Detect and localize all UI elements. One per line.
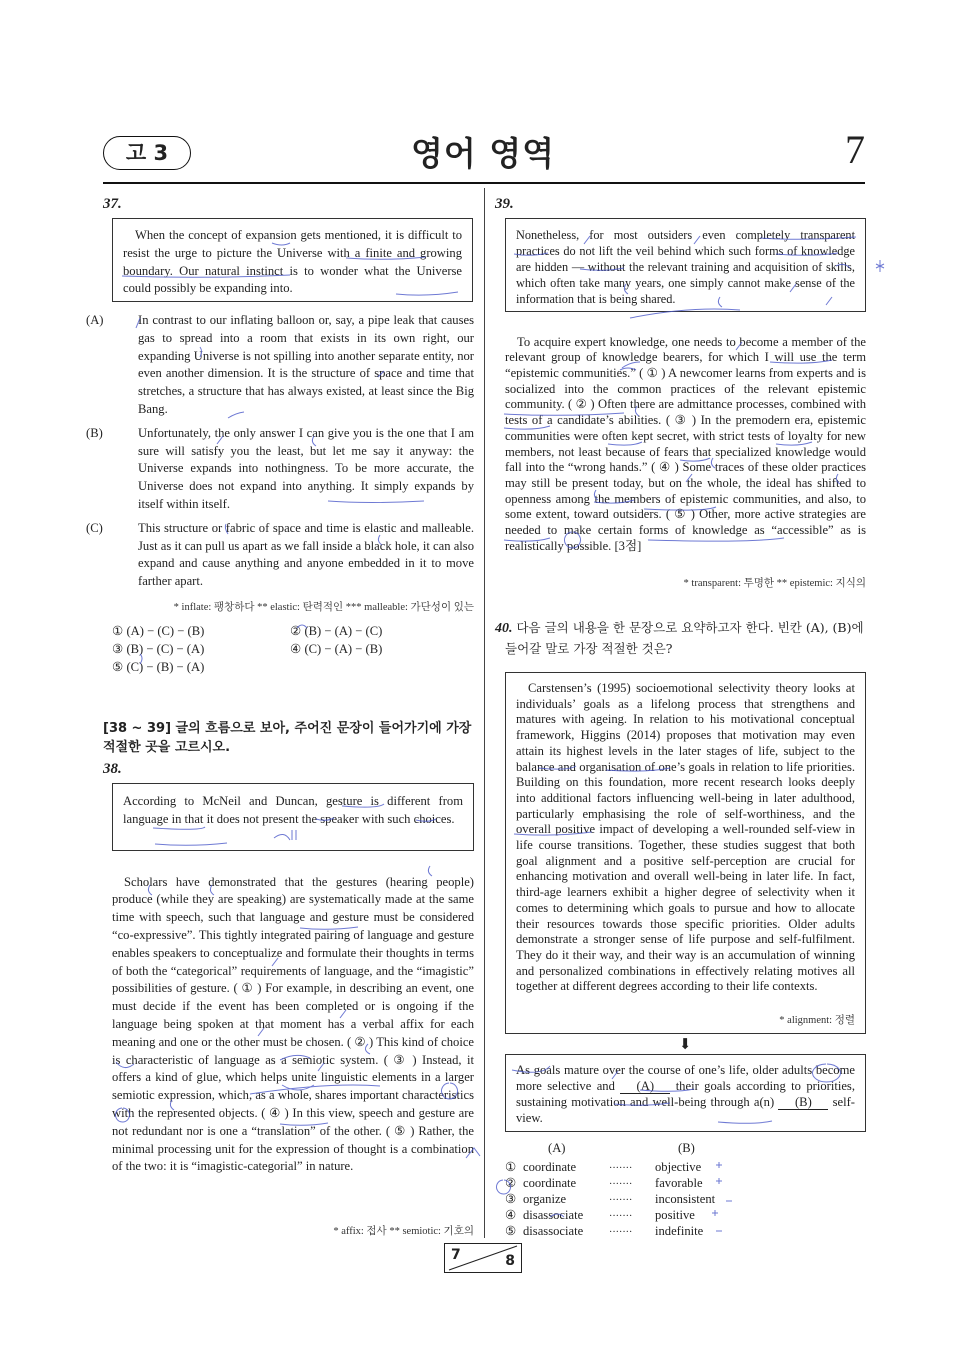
q39-passage [505,322,866,567]
q40-option-2[interactable]: ② coordinate ······· favorable [505,1176,703,1190]
q40-option-4[interactable]: ④ disassociate ······· positive [505,1208,695,1222]
grade-badge: 고 3 [103,136,191,170]
pager-left-number: 7 [451,1247,461,1263]
q38-footnote: * affix: 접사 ** semiotic: 기호의 [333,1226,474,1237]
pager-right-number: 8 [505,1253,515,1269]
q40-footnote: * alignment: 정렬 [779,1015,855,1026]
q40-question [495,618,866,659]
header-divider [103,182,865,184]
q38-given-box [112,783,474,851]
blank-a: (A) [620,1080,670,1094]
q39-footnote: * transparent: 투명한 ** epistemic: 지식의 [683,578,866,589]
blank-b: (B) [778,1096,828,1110]
q40-summary-text: As goals mature over the course of one’s life, older adults become more selective and (A) their goals according to priorities, sustaining motivation and well-being through a(n) (B) self-view. [516,1063,855,1125]
q37-paragraph-a: (A) In contrast to our inflating balloon or, say, a pipe leak that causes gas to spread into a room that exists in its own right, our expanding Universe is not spilling into another separate entity, nor even another dimension. It is the structure of space and time that stretches, a structure that has always existed, at least since the Big Bang. [86,313,474,416]
q37-footnote: * inflate: 팽창하다 ** elastic: 탄력적인 *** malleable: 가단성이 있는 [173,602,474,613]
q37-intro-box [112,218,473,302]
q37-paragraphs [86,312,474,591]
q37-paragraph-b: (B) Unfortunately, the only answer I can give you is the one that I am sure will satisfy you the least, but let me say it anyway: the Universe expands into nothingness. To be more accurate, the Universe does not expand into anything. It simply expands by itself within itself. [86,425,474,511]
q40-option-1[interactable]: ① coordinate ······· objective [505,1160,702,1174]
q37-choice-2[interactable]: ② (B) − (A) − (C) [290,624,383,638]
page-indicator [444,1243,522,1273]
q40-summary-box [505,1054,866,1132]
q38-number: 38. [103,761,122,777]
q40-option-3[interactable]: ③ organize ······· inconsistent [505,1192,716,1206]
q40-number: 40. [495,621,513,636]
q39-number: 39. [495,196,514,212]
q40-question-text: 다음 글의 내용을 한 문장으로 요약하고자 한다. 빈칸 (A), (B)에 들어갈 말로 가장 적절한 것은? [505,620,864,656]
q37-choice-3[interactable]: ③ (B) − (C) − (A) [112,642,205,656]
q39-passage-text: To acquire expert knowledge, one needs to become a member of the relevant group of knowledge bearers, for which I will use the term “epistemic communities.” ( ① ) A newcomer learns from experts and is socialized into the common practices of the relevant epistemic community. ( ② ) Often there are admittance processes, combined with tests of a candidate’s abilities. ( ③ ) In the premodern era, epistemic communities were often kept secret, with strict tests of loyalty for new members, not least because of fears that specialized knowledge would fall into the “wrong hands.” ( ④ ) Some traces of these older practices may still be present today, but on the whole, the ideal has shifted to openness among the members of epistemic communities, and also, to some extent, toward outsiders. ( ⑤ ) Other, more active strategies are needed to make certain forms of knowledge as “accessible” as is realistically possible. [3점] [505,334,866,553]
q40-col-b-header: (B) [678,1141,695,1155]
q39-given-box [505,218,866,312]
down-arrow-icon: ⬇ [678,1035,692,1053]
q38-given-text: According to McNeil and Duncan, gesture is different from language in that it does not present the speaker with such choices. [123,794,463,826]
q37-choice-4[interactable]: ④ (C) − (A) − (B) [290,642,383,656]
q37-choice-5[interactable]: ⑤ (C) − (B) − (A) [112,660,205,674]
q40-passage-text: Carstensen’s (1995) socioemotional selectivity theory looks at individuals’ goals as a lifelong process that strengthens and matures with ageing. In relation to his motivational conceptual framework, Higgins (2014) proposes that motivation may even attain its highest levels in the later stages of life, subject to the balance and organisation of one’s goals in relation to life priorities. Building on this foundation, more recent research looks deeply into additional factors influencing well-being in later adulthood, particularly emphasising the role of self-worthiness, and the overall positive impact of developing a well-rounded self-view in life course transitions. Together, these studies suggest that both goal alignment and a positive self-perception are crucial for enhancing motivation and overall well-being in later life. In fact, third-age learners exhibit a higher degree of selectivity when it comes to determining which goals to pursue and how to allocate their resources towards those specific priorities. Older adults demonstrate a stronger sense of life purpose and self-fulfilment. They do it their way, and their way is an accumulation of winning and personalized combinations in effectively relating motives all together at different degrees according to their life contexts. [516,681,855,994]
q38-39-instruction: [38 ~ 39] 글의 흐름으로 보아, 주어진 문장이 들어가기에 가장 적절한 곳을 고르시오. [103,721,472,755]
q37-number: 37. [103,196,122,212]
column-divider [484,188,485,1238]
page-number: 7 [845,127,865,172]
q40-passage-box [505,672,866,1034]
q40-col-a-header: (A) [548,1141,566,1155]
q40-option-5[interactable]: ⑤ disassociate ······· indefinite [505,1224,704,1238]
q37-paragraph-c: (C) This structure or fabric of space and time is elastic and malleable. Just as it can pull us apart as we fall inside a black hole, it can also expand and cause anything and anyone embedded in it to move farther apart. [86,520,474,589]
page-title: 영어 영역 [410,134,555,173]
q39-given-text: Nonetheless, for most outsiders even completely transparent practices do not lift the veil behind which such forms of knowledge are hidden — without the relevant training and acquisition of skills, which often take many years, one simply cannot make sense of the information that is being shared. [516,228,855,306]
q37-choice-1[interactable]: ① (A) − (C) − (B) [112,624,205,638]
q38-passage [112,861,474,1189]
q37-intro-text: When the concept of expansion gets mentioned, it is difficult to resist the urge to picture the Universe with a finite and growing boundary. Our natural instinct is to wonder what the Universe could possibly be expanding into. [123,228,462,296]
q38-passage-text: Scholars have demonstrated that the gestures (hearing people) produce (while they are speaking) are systematically made at the same time with speech, such that language and gesture must be considered “co-expressive”. This tightly integrated pairing of language and gesture enables speakers to conceptualize and formulate their thoughts in terms of both the “categorical” requirements of language, and the “imagistic” possibilities of gesture. ( ① ) For example, in describing an event, one must decide if the event has been completed or is ongoing if the language being spoken at that moment has a verbal affix for each meaning and one or the other must be chosen. ( ② ) This kind of choice is characteristic of language as a semiotic system. ( ③ ) Instead, it offers a kind of glue, which helps unite linguistic elements in a larger semiotic expression, which, as a whole, shares important characteristics with the represented objects. ( ④ ) In this view, speech and gesture are not redundant nor is one a “translation” of the other. ( ⑤ ) Rather, the minimal processing unit for the expression of thought is a combination of the two: it is “imagistic-categorial” in nature. [112,874,474,1174]
